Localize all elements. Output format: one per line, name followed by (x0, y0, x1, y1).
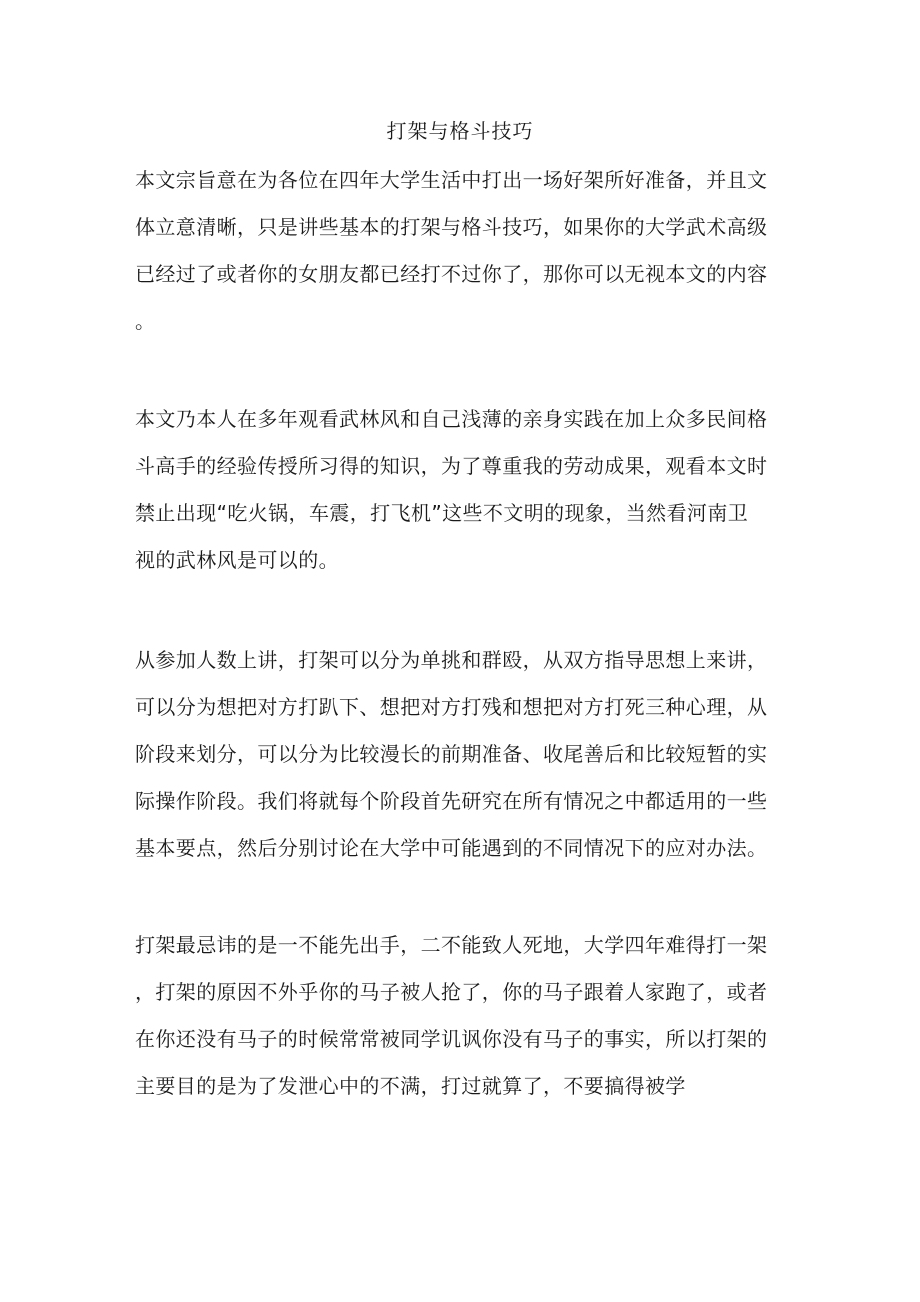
text-line: 已经过了或者你的女朋友都已经打不过你了，那你可以无视本文的内容 (135, 262, 768, 286)
text-line: 从参加人数上讲，打架可以分为单挑和群殴，从双方指导思想上来讲， (135, 648, 768, 672)
text-line: 本文乃本人在多年观看武林风和自己浅薄的亲身实践在加上众多民间格 (135, 407, 768, 431)
text-line: 基本要点，然后分别讨论在大学中可能遇到的不同情况下的应对办法。 (135, 836, 768, 860)
paragraph-classification (135, 645, 785, 880)
text-line: 体立意清晰，只是讲些基本的打架与格斗技巧，如果你的大学武术高级 (135, 215, 768, 239)
text-line: 。 (135, 309, 156, 333)
text-line: 际操作阶段。我们将就每个阶段首先研究在所有情况之中都适用的一些 (135, 789, 768, 813)
text-line: 打架最忌讳的是一不能先出手，二不能致人死地，大学四年难得打一架 (135, 933, 768, 957)
paragraph-source (135, 404, 785, 592)
text-line: ，打架的原因不外乎你的马子被人抢了，你的马子跟着人家跑了，或者 (135, 980, 768, 1004)
text-line: 视的武林风是可以的。 (135, 548, 339, 572)
text-line: 阶段来划分，可以分为比较漫长的前期准备、收尾善后和比较短暂的实 (135, 742, 768, 766)
paragraph-intro (135, 165, 785, 353)
text-line: 斗高手的经验传授所习得的知识，为了尊重我的劳动成果，观看本文时 (135, 454, 768, 478)
text-line: 主要目的是为了发泄心中的不满，打过就算了，不要搞得被学 (135, 1074, 686, 1098)
text-line: 在你还没有马子的时候常常被同学讥讽你没有马子的事实，所以打架的 (135, 1027, 768, 1051)
paragraph-taboos (135, 930, 785, 1118)
document-title: 打架与格斗技巧 (386, 119, 534, 143)
text-line: 本文宗旨意在为各位在四年大学生活中打出一场好架所好准备，并且文 (135, 168, 768, 192)
text-line: 禁止出现“吃火锅，车震，打飞机”这些不文明的现象，当然看河南卫 (135, 501, 749, 525)
text-line: 可以分为想把对方打趴下、想把对方打残和想把对方打死三种心理，从 (135, 695, 768, 719)
